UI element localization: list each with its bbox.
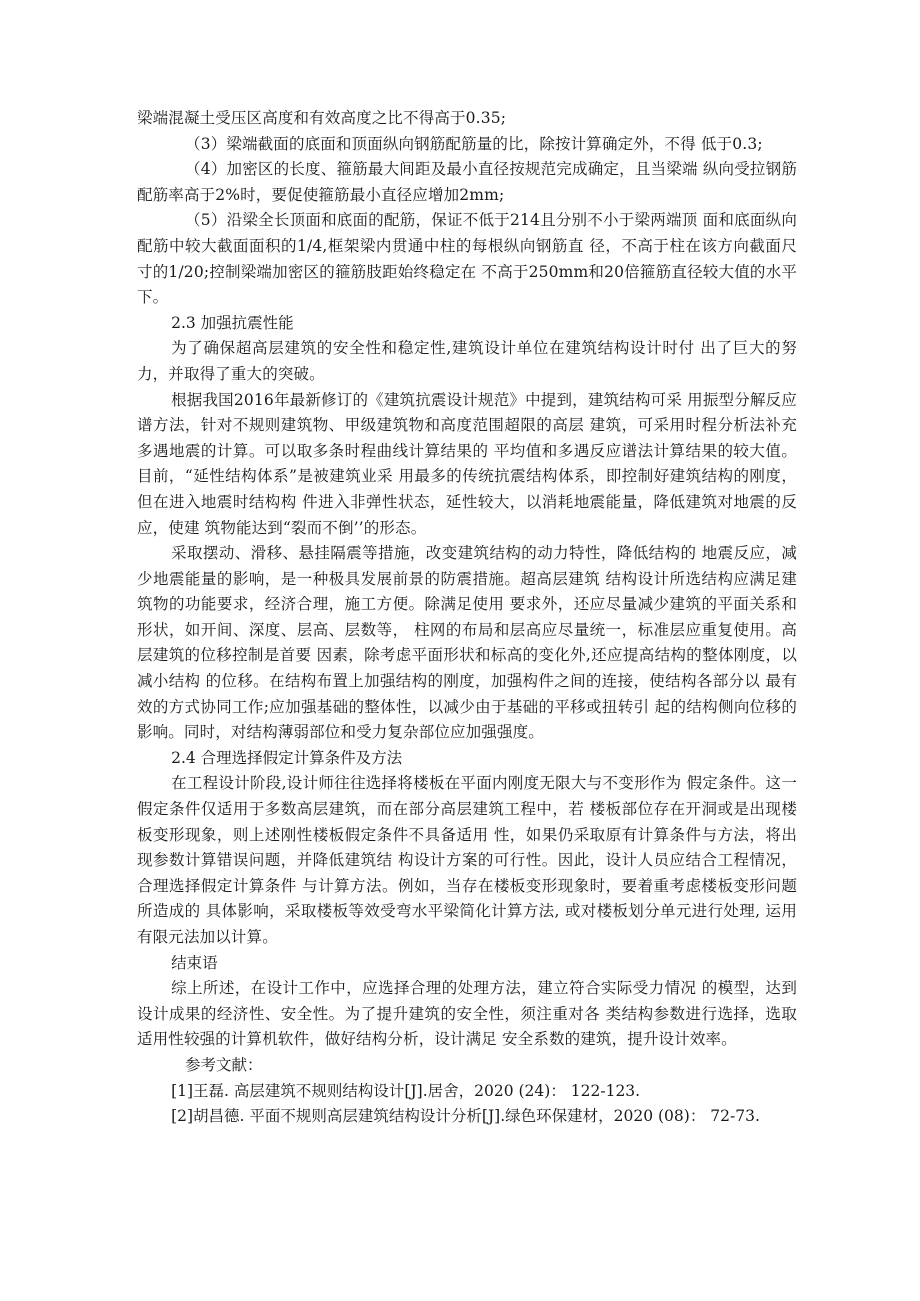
paragraph-item-3: （3）梁端截面的底面和顶面纵向钢筋配筋量的比，除按计算确定外，不得 低于0.3; [185,134,763,153]
paragraph-seismic-code: 根据我国2016年最新修订的《建筑抗震设计规范》中提到，建筑结构可采 用振型分解反应谱方法，针对不规则建筑物、甲级建筑物和高度范围超限的高层 建筑，可采用时程分析法补充多遇地震的计算。可以取多条时程曲线计算结果的 平均值和多遇反应谱法计算结果的较大值。目前，“延性结构体系”是被建筑业采 用最多的传统抗震结构体系，即控制好建筑结构的刚度，但在进入地震时结构构 件进入非弹性状态，延性较大，以消耗地震能量，降低建筑对地震的反应，使建 筑物能达到“裂而不倒’’的形态。 [137,390,797,537]
paragraph-beam-end-ratio: 梁端混凝土受压区高度和有效高度之比不得高于0.35; [137,109,507,127]
paragraph-assumed-conditions: 在工程设计阶段,设计师往往选择将楼板在平面内刚度无限大与不变形作为 假定条件。这一假定条件仅适用于多数高层建筑，而在部分高层建筑工程中，若 楼板部位存在开洞或是出现楼板变形现象，则上述刚性楼板假定条件不具备适用 性，如果仍采取原有计算条件与方法，将出现参数计算错误问题，并降低建筑结 构设计方案的可行性。因此，设计人员应结合工程情况，合理选择假定计算条件 与计算方法。例如，当存在楼板变形现象时，要着重考虑楼板变形问题所造成的 具体影响，采取楼板等效受弯水平梁简化计算方法, 或对楼板划分单元进行处理, 运用有限元法加以计算。 [137,774,797,946]
section-heading-2-4: 2.4 合理选择假定计算条件及方法 [171,748,403,767]
paragraph-safety-stability: 为了确保超高层建筑的安全性和稳定性,建筑设计单位在建筑结构设计时付 出了巨大的努力，并取得了重大的突破。 [137,339,797,383]
conclusion-heading: 结束语 [171,953,218,972]
document-page [137,106,797,1130]
reference-item-2: [2]胡昌德. 平面不规则高层建筑结构设计分析[J].绿色环保建材，2020 (08)： 72-73. [171,1107,760,1126]
references-title: 参考文献： [185,1055,263,1074]
section-heading-2-3: 2.3 加强抗震性能 [171,313,294,332]
paragraph-conclusion: 综上所述，在设计工作中，应选择合理的处理方法，建立符合实际受力情况 的模型，达到设计成果的经济性、安全性。为了提升建筑的安全性，须注重对各 类结构参数进行选择，选取适用性较强的计算机软件，做好结构分析，设计满足 安全系数的建筑，提升设计效率。 [137,979,797,1049]
paragraph-item-4: （4）加密区的长度、箍筋最大间距及最小直径按规范完成确定，且当梁端 纵向受拉钢筋配筋率高于2%时，要促使箍筋最小直径应增加2mm; [137,160,797,204]
paragraph-isolation-measures: 采取摆动、滑移、悬挂隔震等措施，改变建筑结构的动力特性，降低结构的 地震反应，减少地震能量的影响，是一种极具发展前景的防震措施。超高层建筑 结构设计所选结构应满足建筑物的功能要求，经济合理，施工方便。除满足使用 要求外，还应尽量减少建筑的平面关系和形状，如开间、深度、层高、层数等， 柱网的布局和层高应尽量统一，标准层应重复使用。高层建筑的位移控制是首要 因素，除考虑平面形状和标高的变化外,还应提高结构的整体刚度，以减小结构 的位移。在结构布置上加强结构的刚度，加强构件之间的连接，使结构各部分以 最有效的方式协同工作;应加强基础的整体性，以减少由于基础的平移或扭转引 起的结构侧向位移的影响。同时，对结构薄弱部位和受力复杂部位应加强强度。 [137,544,797,742]
paragraph-item-5: （5）沿梁全长顶面和底面的配筋，保证不低于214且分别不小于梁两端顶 面和底面纵向配筋中较大截面面积的1/4,框架梁内贯通中柱的每根纵向钢筋直 径，不高于柱在该方向截面尺寸的1/20;控制梁端加密区的箍筋肢距始终稳定在 不高于250mm和20倍箍筋直径较大值的水平下。 [137,211,797,307]
reference-item-1: [1]王磊. 高层建筑不规则结构设计[J].居舍，2020 (24)： 122-123. [171,1081,641,1100]
